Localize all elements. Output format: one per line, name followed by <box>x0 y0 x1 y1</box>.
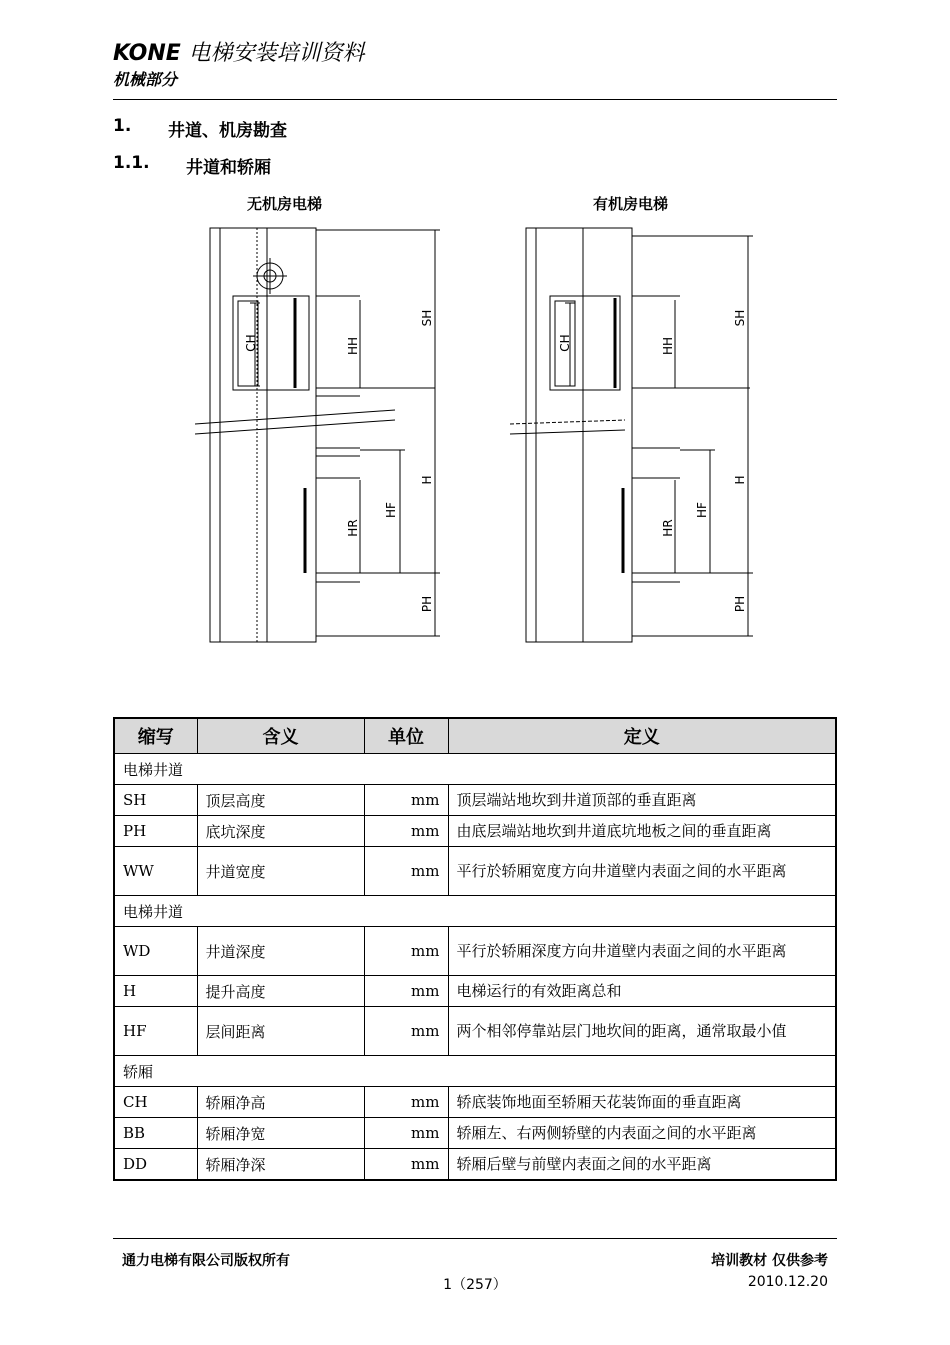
section-1-1-heading <box>113 153 271 178</box>
cell-definition: 顶层端站地坎到井道顶部的垂直距离 <box>448 785 836 816</box>
header-unit: 单位 <box>364 718 448 754</box>
cell-definition: 电梯运行的有效距离总和 <box>448 976 836 1007</box>
figure-caption-mr: 有机房电梯 <box>593 195 669 213</box>
label-hf-right: HF <box>695 502 709 518</box>
cell-unit: mm <box>364 816 448 847</box>
brand-name: KONE <box>113 41 181 66</box>
section-1-number: 1. <box>113 116 132 136</box>
cell-definition: 轿底装饰地面至轿厢天花装饰面的垂直距离 <box>448 1087 836 1118</box>
section-1-1-title: 井道和轿厢 <box>186 158 271 178</box>
cell-abbr: WW <box>114 847 197 896</box>
table-row <box>114 785 836 816</box>
footer-divider <box>113 1238 837 1239</box>
label-hh-right: HH <box>661 336 675 356</box>
label-h-left: H <box>420 475 434 485</box>
table-row <box>114 976 836 1007</box>
table-row <box>114 816 836 847</box>
label-ph-left: PH <box>420 595 434 613</box>
header-abbr: 缩写 <box>114 718 197 754</box>
mr-shaft-drawing <box>510 228 753 642</box>
cell-unit: mm <box>364 1149 448 1181</box>
figure-caption-mrl: 无机房电梯 <box>247 195 323 213</box>
cell-abbr: DD <box>114 1149 197 1181</box>
dimension-definitions-table <box>113 717 837 1181</box>
label-hf-left: HF <box>384 502 398 518</box>
cell-meaning: 底坑深度 <box>197 816 364 847</box>
cell-abbr: HF <box>114 1007 197 1056</box>
section-1-1-number: 1.1. <box>113 153 150 173</box>
document-subtitle: 机械部分 <box>113 70 178 89</box>
table-row <box>114 1118 836 1149</box>
cell-meaning: 顶层高度 <box>197 785 364 816</box>
label-h-right: H <box>733 475 747 485</box>
table-row <box>114 1149 836 1181</box>
cell-abbr: H <box>114 976 197 1007</box>
cell-unit: mm <box>364 785 448 816</box>
section-1-heading <box>113 116 287 141</box>
cell-abbr: SH <box>114 785 197 816</box>
cell-unit: mm <box>364 1118 448 1149</box>
label-hr-right: HR <box>661 519 675 537</box>
mrl-shaft-drawing <box>195 228 440 642</box>
table-group-row <box>114 754 836 785</box>
label-sh-left: SH <box>420 309 434 327</box>
table-row <box>114 1087 836 1118</box>
cell-meaning: 轿厢净宽 <box>197 1118 364 1149</box>
table-group-row <box>114 896 836 927</box>
cell-meaning: 井道深度 <box>197 927 364 976</box>
cell-meaning: 提升高度 <box>197 976 364 1007</box>
table-row <box>114 847 836 896</box>
label-ch-right: CH <box>558 334 572 352</box>
table-row <box>114 927 836 976</box>
label-hr-left: HR <box>346 519 360 537</box>
cell-unit: mm <box>364 976 448 1007</box>
cell-abbr: CH <box>114 1087 197 1118</box>
label-ch-left: CH <box>244 334 258 352</box>
cell-definition: 两个相邻停靠站层门地坎间的距离，通常取最小值 <box>448 1007 836 1056</box>
cell-definition: 平行於轿厢深度方向井道壁内表面之间的水平距离 <box>448 927 836 976</box>
cell-abbr: PH <box>114 816 197 847</box>
header-meaning: 含义 <box>197 718 364 754</box>
cell-unit: mm <box>364 847 448 896</box>
cell-unit: mm <box>364 927 448 976</box>
header-divider <box>113 99 837 100</box>
cell-meaning: 层间距离 <box>197 1007 364 1056</box>
section-1-title: 井道、机房勘查 <box>168 121 287 141</box>
group-label: 电梯井道 <box>114 754 836 785</box>
cell-unit: mm <box>364 1087 448 1118</box>
hoistway-diagram <box>195 188 760 648</box>
title-text: 电梯安装培训资料 <box>188 41 365 66</box>
table-row <box>114 1007 836 1056</box>
table-group-row <box>114 1056 836 1087</box>
group-label: 电梯井道 <box>114 896 836 927</box>
cell-unit: mm <box>364 1007 448 1056</box>
table-header-row <box>114 718 836 754</box>
cell-meaning: 井道宽度 <box>197 847 364 896</box>
footer-page-number: 1（257） <box>443 1277 507 1293</box>
hoistway-figure <box>195 188 760 648</box>
label-ph-right: PH <box>733 595 747 613</box>
cell-meaning: 轿厢净高 <box>197 1087 364 1118</box>
cell-meaning: 轿厢净深 <box>197 1149 364 1181</box>
document-title <box>113 36 364 67</box>
footer-copyright: 通力电梯有限公司版权所有 <box>122 1253 290 1269</box>
cell-definition: 平行於轿厢宽度方向井道壁内表面之间的水平距离 <box>448 847 836 896</box>
cell-definition: 轿厢左、右两侧轿壁的内表面之间的水平距离 <box>448 1118 836 1149</box>
footer-note: 培训教材 仅供参考 <box>711 1253 828 1269</box>
group-label: 轿厢 <box>114 1056 836 1087</box>
label-hh-left: HH <box>346 336 360 356</box>
cell-definition: 轿厢后壁与前壁内表面之间的水平距离 <box>448 1149 836 1181</box>
cell-abbr: WD <box>114 927 197 976</box>
header-definition: 定义 <box>448 718 836 754</box>
cell-definition: 由底层端站地坎到井道底坑地板之间的垂直距离 <box>448 816 836 847</box>
footer-date: 2010.12.20 <box>747 1274 828 1290</box>
label-sh-right: SH <box>733 309 747 327</box>
cell-abbr: BB <box>114 1118 197 1149</box>
